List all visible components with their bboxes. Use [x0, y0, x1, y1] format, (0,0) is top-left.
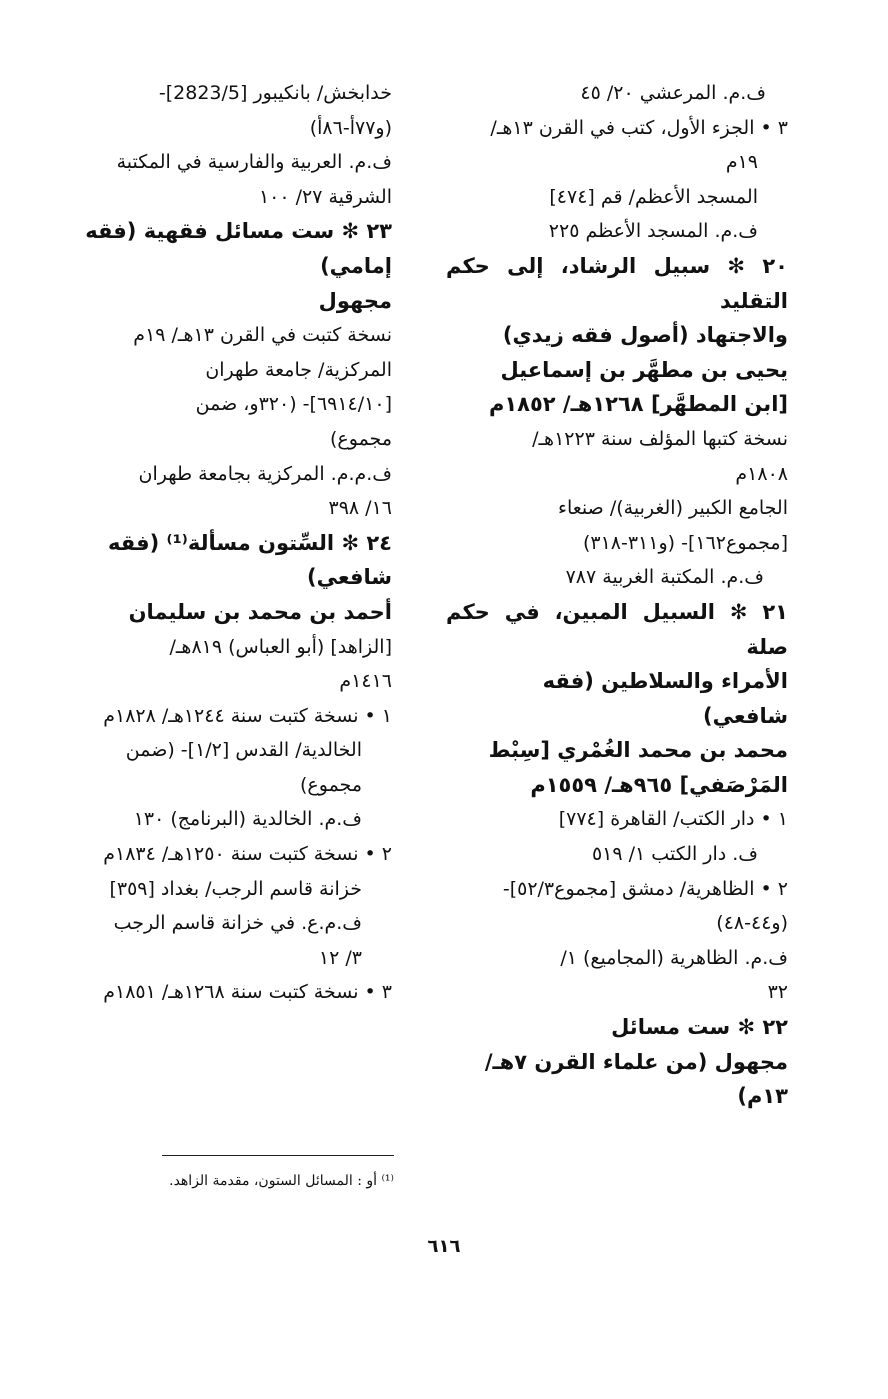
text-line: ٢ • نسخة كتبت سنة ١٢٥٠هـ/ ١٨٣٤م — [103, 843, 392, 866]
text-line: ١ • نسخة كتبت سنة ١٢٤٤هـ/ ١٨٢٨م — [103, 704, 392, 727]
text-line: ٢٣ ✻ ست مسائل فقهية (فقه — [85, 219, 392, 244]
text-line: مجهول (من علماء القرن ٧هـ/ — [484, 1049, 788, 1074]
text-line: خزانة قاسم الرجب/ بغداد [٣٥٩] — [109, 877, 362, 900]
text-line: ف. دار الكتب ١/ ٥١٩ — [591, 843, 758, 866]
text-line: شافعي) — [703, 703, 788, 728]
text-line: خدابخش/ بانكيبور [2823/5]- — [158, 82, 392, 104]
text-line: ١٤١٦م — [339, 670, 392, 693]
text-line: إمامي) — [320, 253, 392, 278]
text-line: ٢٤ ✻ السِّتون مسألة⁽¹⁾ (فقه — [108, 530, 392, 555]
text-line: أحمد بن محمد بن سليمان — [128, 599, 392, 624]
text-line: [مجموع١٦٢]- (و٣١١-٣١٨) — [582, 531, 788, 554]
text-line: المَرْصَفي] ٩٦٥هـ/ ١٥٥٩م — [530, 772, 788, 797]
text-line: ١٣م) — [737, 1084, 788, 1109]
text-line: والاجتهاد (أصول فقه زيدي) — [502, 323, 788, 348]
text-line: الشرقية ٢٧/ ١٠٠ — [258, 185, 392, 208]
text-line: (و٤٤-٤٨) — [716, 912, 788, 935]
text-line: الجامع الكبير (الغربية)/ صنعاء — [558, 497, 788, 520]
text-line: ١٨٠٨م — [735, 462, 788, 485]
text-line: الخالدية/ القدس [١/٢]- (ضمن — [125, 739, 362, 762]
page-number: ٦١٦ — [427, 1236, 461, 1257]
text-line: ١٦/ ٣٩٨ — [328, 497, 392, 520]
text-line: شافعي) — [307, 565, 392, 590]
text-line: ٢٠ ✻ سبيل الرشاد، إلى حكم التقليد — [446, 253, 788, 313]
right-column — [446, 76, 788, 1114]
text-line: المسجد الأعظم/ قم [٤٧٤] — [549, 185, 758, 208]
text-line: مجموع) — [330, 427, 392, 450]
text-line: ٢١ ✻ السبيل المبين، في حكم صلة — [446, 599, 788, 659]
footnote: ⁽¹⁾ أو : المسائل الستون، مقدمة الزاهد. — [169, 1173, 394, 1189]
text-line: ف.م. الخالدية (البرنامج) ١٣٠ — [133, 808, 362, 831]
text-line: نسخة كتبها المؤلف سنة ١٢٢٣هـ/ — [532, 427, 788, 450]
text-line: [ابن المطهَّر] ١٢٦٨هـ/ ١٨٥٢م — [488, 392, 788, 417]
text-line: ٢٢ ✻ ست مسائل — [611, 1015, 788, 1040]
text-line: نسخة كتبت في القرن ١٣هـ/ ١٩م — [133, 324, 392, 347]
text-line: ٣٢ — [767, 981, 788, 1004]
text-line: [٦٩١٤/١٠]- (٣٢٠و، ضمن — [195, 393, 392, 416]
left-column — [62, 76, 392, 1010]
text-line: مجموع) — [300, 773, 362, 796]
text-line: ٣ • الجزء الأول، كتب في القرن ١٣هـ/ — [490, 116, 788, 139]
text-line: ١٩م — [725, 151, 758, 174]
text-line: المركزية/ جامعة طهران — [205, 358, 392, 381]
text-line: ف.م.ع. في خزانة قاسم الرجب — [113, 912, 362, 935]
text-line: ف.م. المكتبة الغربية ٧٨٧ — [565, 566, 764, 589]
text-line: ١ • دار الكتب/ القاهرة [٧٧٤] — [558, 808, 788, 831]
text-line: يحيى بن مطهَّر بن إسماعيل — [500, 357, 788, 382]
text-line: [الزاهد] (أبو العباس) ٨١٩هـ/ — [169, 635, 392, 658]
text-line: ٢ • الظاهرية/ دمشق [مجموع٥٢/٣]- — [502, 877, 788, 900]
text-line: الأمراء والسلاطين (فقه — [542, 669, 788, 694]
text-line: ٣ • نسخة كتبت سنة ١٢٦٨هـ/ ١٨٥١م — [103, 981, 392, 1004]
text-line: محمد بن محمد الغُمْري [سِبْط — [488, 738, 788, 763]
text-line: (و٧٧أ-٨٦أ) — [309, 116, 392, 139]
text-line: ف.م. المرعشي ٢٠/ ٤٥ — [580, 82, 766, 104]
text-line: ٣/ ١٢ — [318, 946, 362, 969]
text-line: مجهول — [318, 288, 392, 313]
text-line: ف.م. المسجد الأعظم ٢٢٥ — [548, 220, 758, 243]
text-line: ف.م.م. المركزية بجامعة طهران — [138, 462, 392, 485]
footnote-divider — [162, 1155, 394, 1156]
text-line: ف.م. الظاهرية (المجاميع) ١/ — [560, 946, 788, 969]
text-line: ف.م. العربية والفارسية في المكتبة — [116, 151, 392, 174]
